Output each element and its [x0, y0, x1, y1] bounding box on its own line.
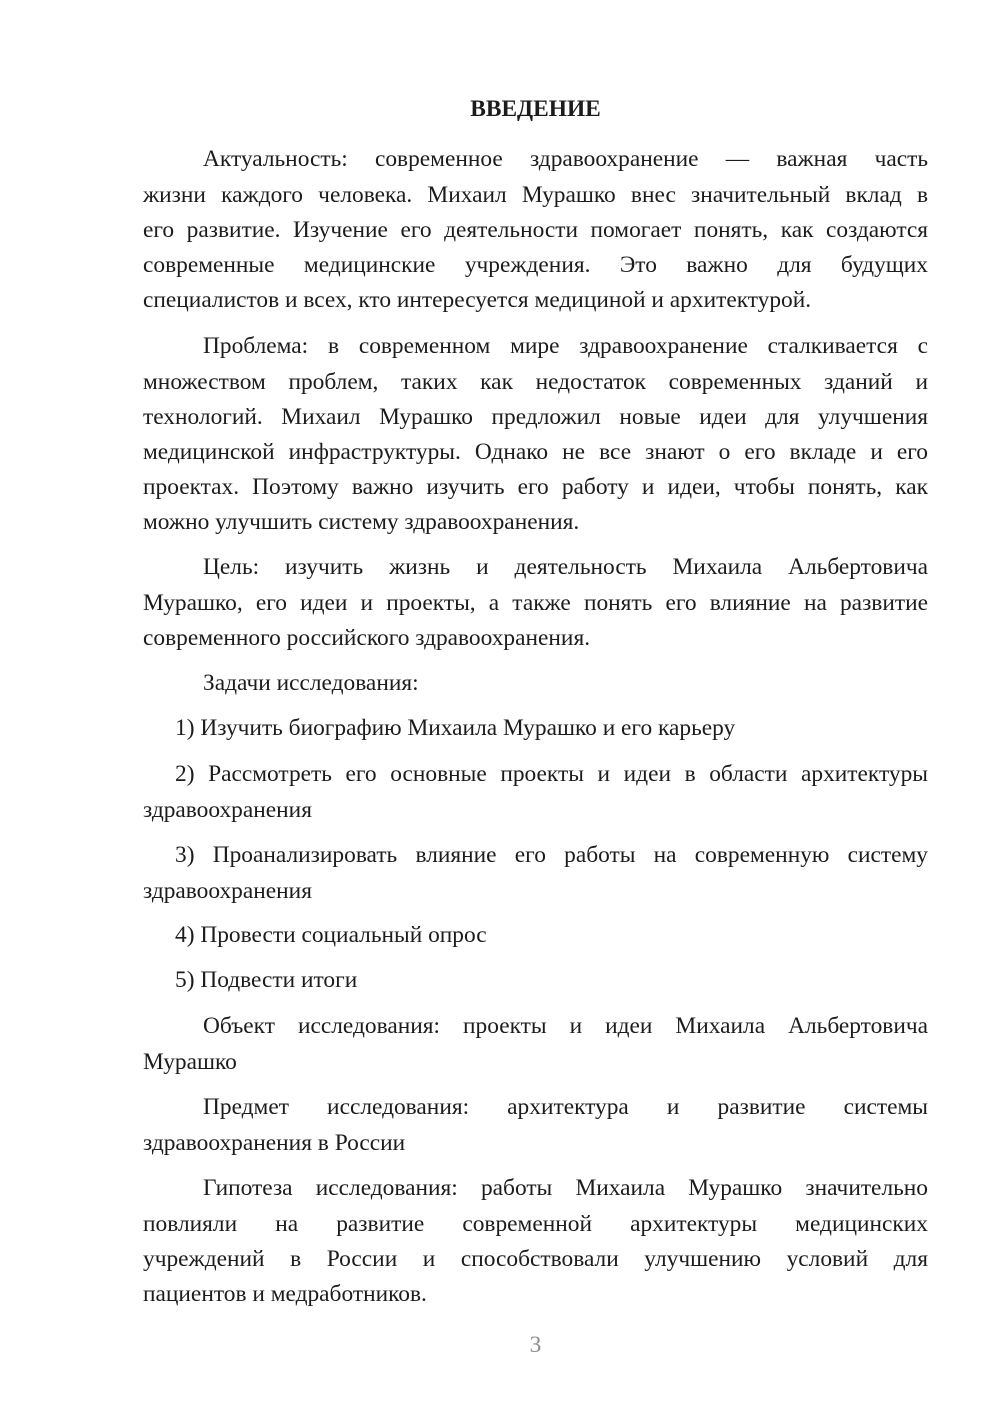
paragraph-line: Мурашко, его идеи и проекты, а также понять его влияние на развитие	[143, 589, 928, 616]
task-item-5	[143, 963, 928, 998]
paragraph-line: современные медицинские учреждения. Это важно для будущих	[143, 251, 928, 278]
paragraph-line: Проблема: в современном мире здравоохранение сталкивается с	[203, 333, 928, 360]
paragraph-line: Предмет исследования: архитектура и развитие системы	[203, 1094, 928, 1121]
section-title: ВВЕДЕНИЕ	[470, 96, 601, 123]
tasks-heading	[143, 666, 928, 701]
list-item-line: 4) Провести социальный опрос	[175, 922, 487, 949]
list-item-line: 1) Изучить биографию Михаила Мурашко и его карьеру	[175, 715, 736, 742]
paragraph-line: медицинской инфраструктуры. Однако не все знают о его вкладе и его	[143, 438, 928, 465]
goal-paragraph	[143, 550, 928, 656]
task-item-3	[143, 838, 928, 908]
paragraph-line: Гипотеза исследования: работы Михаила Мурашко значительно	[203, 1175, 928, 1202]
paragraph-line: его развитие. Изучение его деятельности помогает понять, как создаются	[143, 216, 928, 243]
relevance-paragraph	[143, 142, 928, 318]
paragraph-line: современного российского здравоохранения.	[143, 624, 591, 651]
paragraph-line: жизни каждого человека. Михаил Мурашко внес значительный вклад в	[143, 181, 928, 208]
list-item-line: 5) Подвести итоги	[175, 967, 358, 994]
paragraph-line: Актуальность: современное здравоохранение — важная часть	[203, 146, 928, 173]
paragraph-line: проектах. Поэтому важно изучить его работу и идеи, чтобы понять, как	[143, 474, 928, 501]
paragraph-line: пациентов и медработников.	[143, 1280, 427, 1307]
paragraph-line: учреждений в России и способствовали улучшению условий для	[143, 1245, 928, 1272]
paragraph-line: можно улучшить систему здравоохранения.	[143, 509, 580, 536]
list-item-line: 3) Проанализировать влияние его работы на современную систему	[175, 842, 928, 869]
paragraph-line: Цель: изучить жизнь и деятельность Михаила Альбертовича	[203, 554, 928, 581]
list-item-line: 2) Рассмотреть его основные проекты и идеи в области архитектуры	[175, 761, 928, 788]
task-item-2	[143, 757, 928, 827]
task-item-1	[143, 711, 928, 746]
paragraph-line: технологий. Михаил Мурашко предложил новые идеи для улучшения	[143, 403, 928, 430]
paragraph-line: повлияли на развитие современной архитектуры медицинских	[143, 1210, 928, 1237]
list-item-line: здравоохранения	[143, 796, 312, 823]
page-number: 3	[529, 1332, 542, 1359]
paragraph-line: Мурашко	[143, 1048, 237, 1075]
paragraph-line: Задачи исследования:	[203, 670, 419, 697]
list-item-line: здравоохранения	[143, 877, 312, 904]
paragraph-line: здравоохранения в России	[143, 1129, 406, 1156]
problem-paragraph	[143, 329, 928, 540]
task-item-4	[143, 918, 928, 953]
hypothesis-paragraph	[143, 1171, 928, 1312]
paragraph-line: множеством проблем, таких как недостаток современных зданий и	[143, 368, 928, 395]
paragraph-line: специалистов и всех, кто интересуется медициной и архитектурой.	[143, 287, 812, 314]
subject-paragraph	[143, 1090, 928, 1160]
paragraph-line: Объект исследования: проекты и идеи Михаила Альбертовича	[203, 1013, 928, 1040]
object-paragraph	[143, 1009, 928, 1079]
